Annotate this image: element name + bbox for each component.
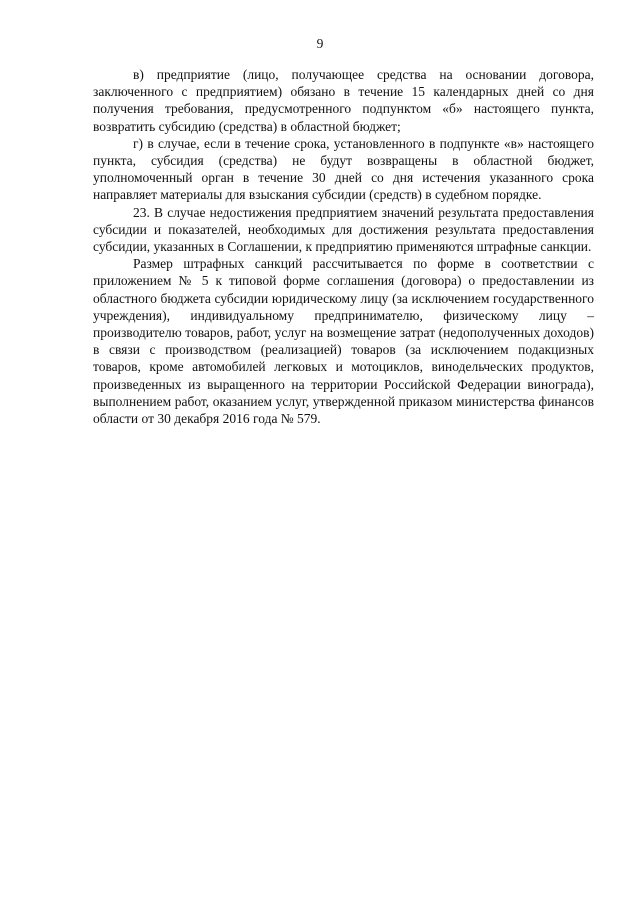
paragraph-fines: Размер штрафных санкций рассчитывается по форме в соответствии с приложением № 5 к типовой форме соглашения (договора) о предоставлении из областного бюджета субсидии юридическому лицу (за исключением государственного учреждения), индивидуальному предпринимателю, физическому лицу – производителю товаров, работ, услуг на возмещение затрат (недополученных доходов) в связи с производством (реализацией) товаров (за исключением подакцизных товаров, кроме автомобилей легковых и мотоциклов, винодельческих продуктов, произведенных из выращенного на территории Российской Федерации винограда), выполнением работ, оказанием услуг, утвержденной приказом министерства финансов области от 30 декабря 2016 года № 579. [93,256,594,427]
document-body [93,66,594,427]
paragraph-g: г) в случае, если в течение срока, установленного в подпункте «в» настоящего пункта, субсидия (средства) не будут возвращены в областной бюджет, уполномоченный орган в течение 30 дней со дня истечения указанного срока направляет материалы для взыскания субсидии (средств) в судебном порядке. [93,135,594,203]
paragraph-23: 23. В случае недостижения предприятием значений результата предоставления субсидии и показателей, необходимых для достижения результата предоставления субсидии, указанных в Соглашении, к предприятию применяются штрафные санкции. [93,204,594,255]
paragraph-v: в) предприятие (лицо, получающее средства на основании договора, заключенного с предприятием) обязано в течение 15 календарных дней со дня получения требования, предусмотренного подпунктом «б» настоящего пункта, возвратить субсидию (средства) в областной бюджет; [93,67,594,134]
page-number: 9 [316,36,324,51]
